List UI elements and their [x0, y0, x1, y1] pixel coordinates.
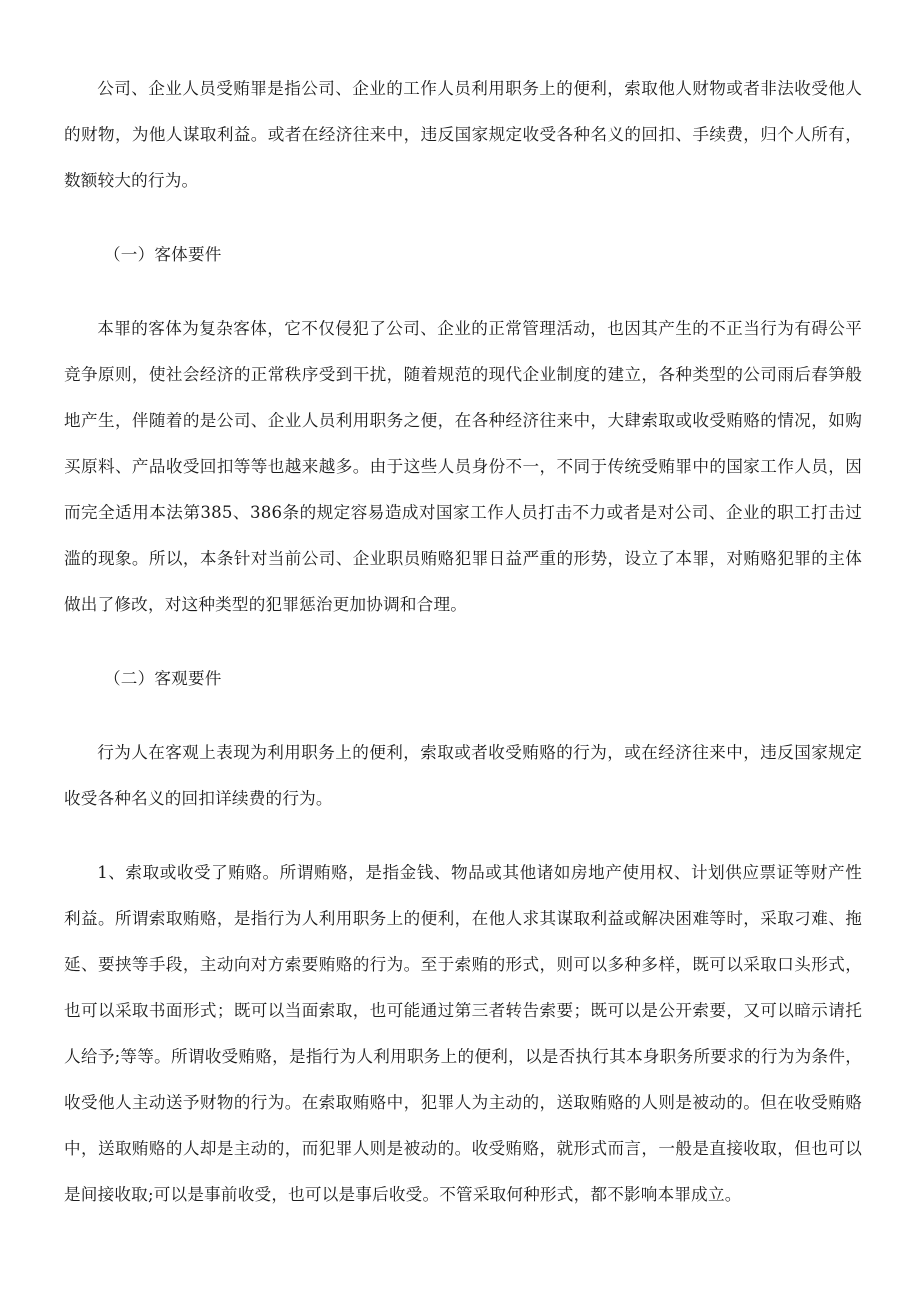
definition-paragraph: 公司、企业人员受贿罪是指公司、企业的工作人员利用职务上的便利，索取他人财物或者非法收受他人的财物，为他人谋取利益。或者在经济往来中，违反国家规定收受各种名义的回扣、手续费，归个人所有，数额较大的行为。 — [64, 79, 862, 190]
spacer — [64, 278, 862, 306]
object-paragraph: 本罪的客体为复杂客体，它不仅侵犯了公司、企业的正常管理活动，也因其产生的不正当行为有碍公平竞争原则，使社会经济的正常秩序受到干扰，随着规范的现代企业制度的建立，各种类型的公司雨后春笋般地产生，伴随着的是公司、企业人员利用职务之便，在各种经济往来中，大肆索取或收受贿赂的情况，如购买原料、产品收受回扣等等也越来越多。由于这些人员身份不一，不同于传统受贿罪中的国家工作人员，因而完全适用本法第385、386条的规定容易造成对国家工作人员打击不力或者是对公司、企业的职工打击过滥的现象。所以，本条针对当前公司、企业职员贿赂犯罪日益严重的形势，设立了本罪，对贿赂犯罪的主体做出了修改，对这种类型的犯罪惩治更加协调和合理。 — [64, 319, 862, 614]
section-heading-objective: （二）客观要件 — [104, 669, 222, 688]
section-heading-object: （一）客体要件 — [104, 245, 222, 264]
document-page — [64, 66, 862, 1218]
bribery-paragraph: 1、索取或收受了贿赂。所谓贿赂，是指金钱、物品或其他诸如房地产使用权、计划供应票证等财产性利益。所谓索取贿赂，是指行为人利用职务上的便利，在他人求其谋取利益或解决困难等时，采取刁难、拖延、要挟等手段，主动向对方索要贿赂的行为。至于索贿的形式，则可以多种多样，既可以采取口头形式，也可以采取书面形式；既可以当面索取，也可能通过第三者转告索要；既可以是公开索要，又可以暗示请托人给予;等等。所谓收受贿赂，是指行为人利用职务上的便利，以是否执行其本身职务所要求的行为为条件，收受他人主动送予财物的行为。在索取贿赂中，犯罪人为主动的，送取贿赂的人则是被动的。但在收受贿赂中，送取贿赂的人却是主动的，而犯罪人则是被动的。收受贿赂，就形式而言，一般是直接收取，但也可以是间接收取;可以是事前收受，也可以是事后收受。不管采取何种形式，都不影响本罪成立。 — [64, 863, 862, 1204]
objective-paragraph: 行为人在客观上表现为利用职务上的便利，索取或者收受贿赂的行为，或在经济往来中，违反国家规定收受各种名义的回扣详续费的行为。 — [64, 743, 862, 808]
spacer — [64, 628, 862, 656]
spacer — [64, 702, 862, 730]
spacer — [64, 822, 862, 850]
spacer — [64, 204, 862, 232]
